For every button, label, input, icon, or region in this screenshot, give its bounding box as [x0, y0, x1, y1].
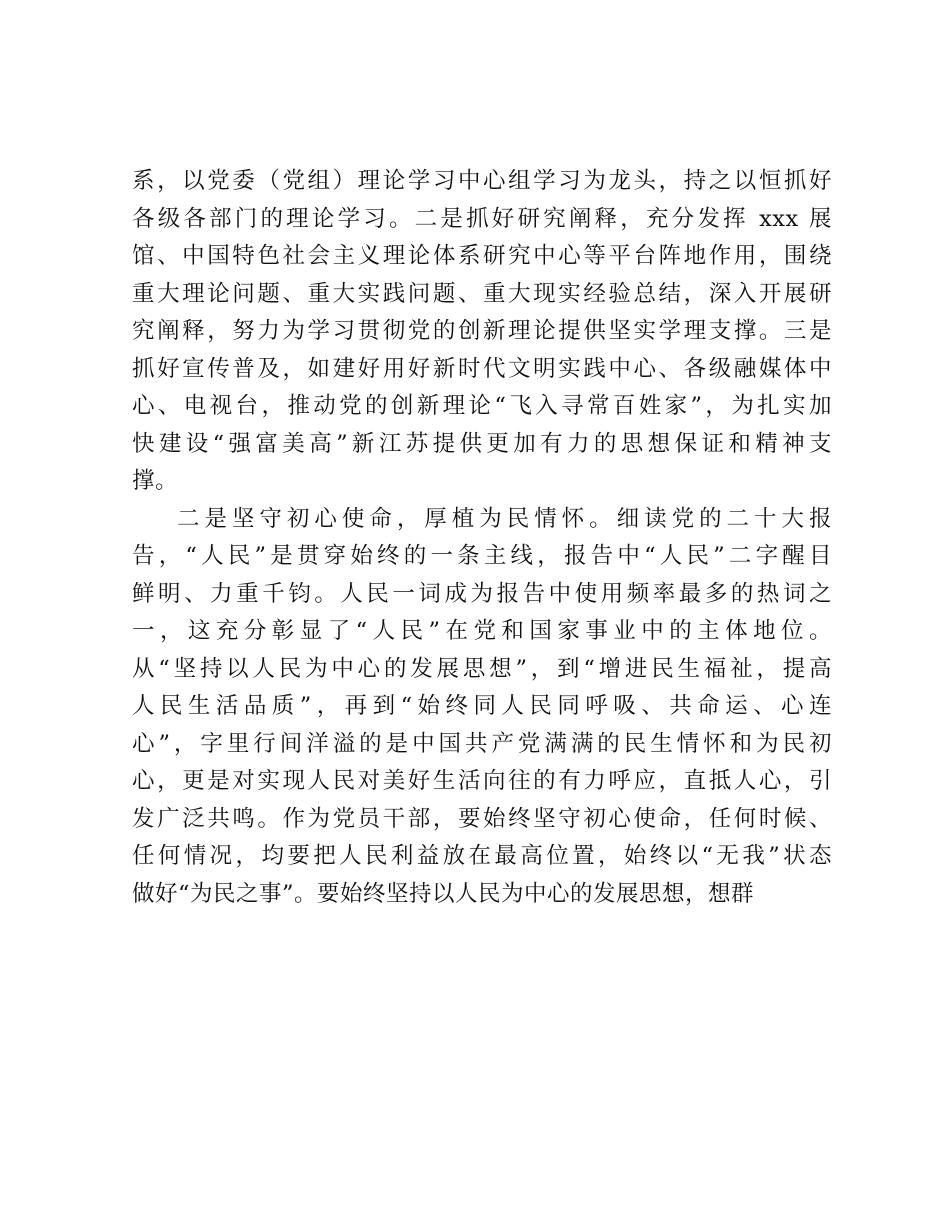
paragraph-2 — [132, 501, 832, 914]
text-line: 系，以党委（党组）理论学习中心组学习为龙头，持之以恒抓好 — [132, 168, 832, 194]
text-line: 一，这充分彰显了“人民”在党和国家事业中的主体地位。 — [132, 618, 832, 644]
text-line: 重大理论问题、重大实践问题、重大现实经验总结，深入开展研 — [132, 280, 832, 307]
text-line: 撑。 — [132, 468, 179, 494]
text-line: 告，“人民”是贯穿始终的一条主线，报告中“人民”二字醒目 — [132, 543, 832, 569]
text-line: 心”，字里行间洋溢的是中国共产党满满的民生情怀和为民初 — [132, 730, 832, 757]
body-text — [132, 163, 832, 913]
text-line: 心，更是对实现人民对美好生活向往的有力呼应，直抵人心，引 — [132, 768, 832, 794]
text-line: 各级各部门的理论学习。二是抓好研究阐释，充分发挥 xxx 展 — [132, 205, 832, 232]
text-line: 二是坚守初心使命，厚植为民情怀。细读党的二十大报 — [177, 505, 832, 532]
text-line: 快建设“强富美高”新江苏提供更加有力的思想保证和精神支 — [132, 430, 832, 457]
text-line: 发广泛共鸣。作为党员干部，要始终坚守初心使命，任何时候、 — [132, 805, 832, 832]
text-line: 鲜明、力重千钧。人民一词成为报告中使用频率最多的热词之 — [132, 580, 832, 607]
text-line: 究阐释，努力为学习贯彻党的创新理论提供坚实学理支撑。三是 — [132, 318, 832, 344]
text-line: 做好“为民之事”。要始终坚持以人民为中心的发展思想，想群 — [132, 880, 755, 907]
text-line: 馆、中国特色社会主义理论体系研究中心等平台阵地作用，围绕 — [132, 243, 832, 269]
paragraph-1 — [132, 163, 832, 501]
text-line: 抓好宣传普及，如建好用好新时代文明实践中心、各级融媒体中 — [132, 355, 832, 382]
text-line: 任何情况，均要把人民利益放在最高位置，始终以“无我”状态 — [132, 843, 832, 869]
text-line: 从“坚持以人民为中心的发展思想”，到“增进民生福祉，提高 — [132, 655, 832, 682]
text-line: 心、电视台，推动党的创新理论“飞入寻常百姓家”，为扎实加 — [132, 393, 832, 419]
text-line: 人民生活品质”，再到“始终同人民同呼吸、共命运、心连 — [132, 693, 832, 719]
